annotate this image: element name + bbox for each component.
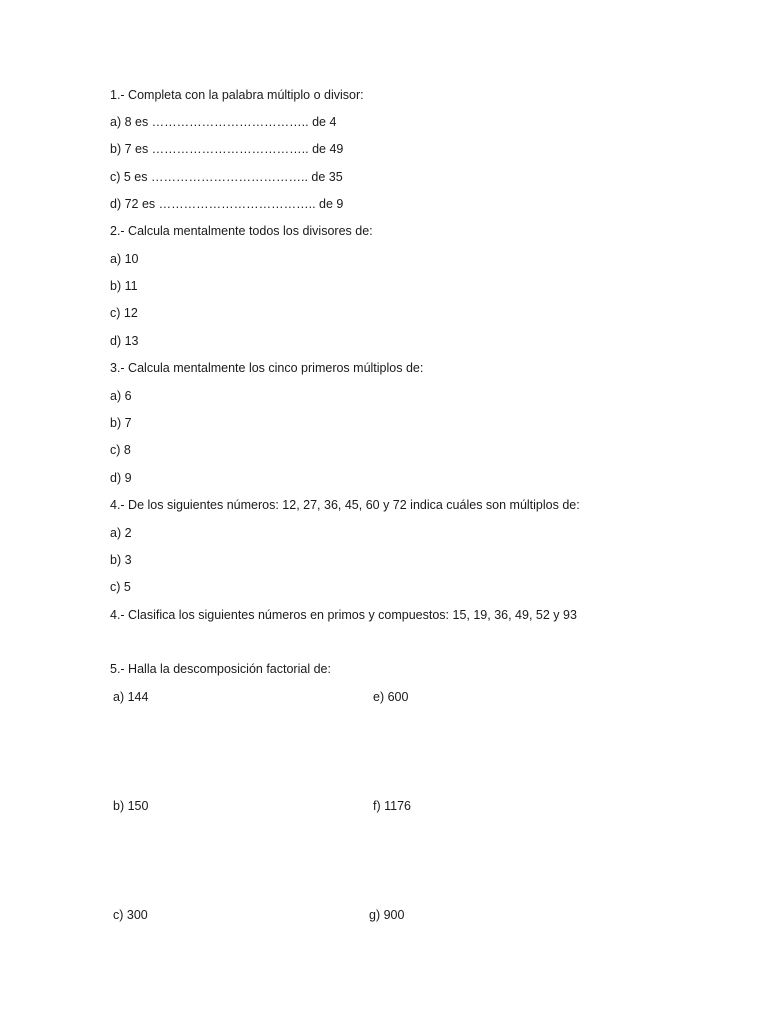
q5-item-g: g) 900 bbox=[369, 908, 405, 922]
q4-item-a: a) 2 bbox=[110, 526, 132, 540]
q5-item-b: b) 150 bbox=[113, 799, 149, 813]
q5-item-e: e) 600 bbox=[373, 690, 409, 704]
q1-item-d: d) 72 es ……………………………….. de 9 bbox=[110, 197, 344, 211]
q4-item-c: c) 5 bbox=[110, 580, 131, 594]
q3-item-b: b) 7 bbox=[110, 416, 132, 430]
q4b-heading: 4.- Clasifica los siguientes números en primos y compuestos: 15, 19, 36, 49, 52 y 93 bbox=[110, 608, 577, 622]
q5-item-f: f) 1176 bbox=[373, 799, 411, 813]
q1-item-b: b) 7 es ……………………………….. de 49 bbox=[110, 142, 344, 156]
q2-heading: 2.- Calcula mentalmente todos los divisores de: bbox=[110, 224, 373, 238]
q2-item-b: b) 11 bbox=[110, 279, 138, 293]
q3-item-a: a) 6 bbox=[110, 389, 132, 403]
q4-item-b: b) 3 bbox=[110, 553, 132, 567]
q1-heading: 1.- Completa con la palabra múltiplo o divisor: bbox=[110, 88, 364, 102]
q1-item-a: a) 8 es ……………………………….. de 4 bbox=[110, 115, 337, 129]
q1-item-c: c) 5 es ……………………………….. de 35 bbox=[110, 170, 343, 184]
q2-item-d: d) 13 bbox=[110, 334, 139, 348]
q5-item-c: c) 300 bbox=[113, 908, 148, 922]
q2-item-a: a) 10 bbox=[110, 252, 139, 266]
q2-item-c: c) 12 bbox=[110, 306, 138, 320]
q5-item-a: a) 144 bbox=[113, 690, 149, 704]
q3-item-c: c) 8 bbox=[110, 443, 131, 457]
q4-heading: 4.- De los siguientes números: 12, 27, 36, 45, 60 y 72 indica cuáles son múltiplos de: bbox=[110, 498, 580, 512]
q3-item-d: d) 9 bbox=[110, 471, 132, 485]
q3-heading: 3.- Calcula mentalmente los cinco primeros múltiplos de: bbox=[110, 361, 424, 375]
q5-heading: 5.- Halla la descomposición factorial de: bbox=[110, 662, 331, 676]
